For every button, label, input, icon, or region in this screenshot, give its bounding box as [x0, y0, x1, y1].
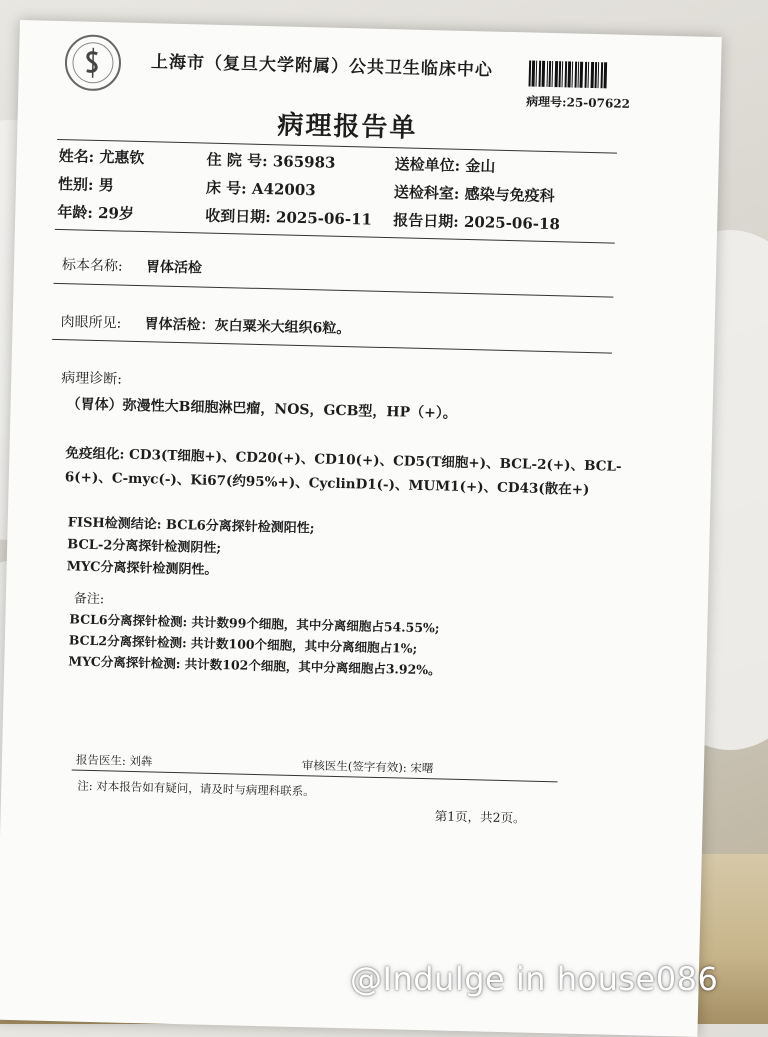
note-line-myc: MYC分离探针检测: 共计数102个细胞，其中分离细胞占3.92%。 [68, 653, 441, 678]
institution-name: 上海市（复旦大学附属）公共卫生临床中心 [150, 52, 494, 81]
note-line-bcl2: BCL2分离探针检测: 共计数100个细胞，其中分离细胞占1%; [68, 632, 418, 656]
sending-unit: 送检单位: 金山 [394, 155, 496, 176]
divider [52, 339, 612, 354]
diagnosis-label: 病理诊断: [61, 370, 123, 388]
page-number: 第1页，共2页。 [434, 808, 526, 826]
reporting-doctor: 报告医生: 刘犇 [75, 752, 153, 769]
fish-line-3: MYC分离探针检测阴性。 [66, 559, 218, 578]
ihc-line-2: 6(+)、C-myc(-)、Ki67(约95%+)、CyclinD1(-)、MUM1(+)、CD43(散在+) [64, 469, 590, 499]
patient-age: 年龄: 29岁 [57, 202, 135, 223]
report-paper [0, 20, 722, 1037]
diagnosis-text: （胃体）弥漫性大B细胞淋巴瘤，NOS，GCB型，HP（+）。 [66, 396, 458, 422]
sending-department: 送检科室: 感染与免疫科 [393, 183, 555, 206]
hospital-logo [63, 33, 122, 92]
watermark-text: @Indulge in house086 [350, 960, 719, 998]
patient-gender: 性别: 男 [57, 174, 114, 195]
reviewing-doctor: 审核医生(签字有效): 宋曙 [301, 758, 434, 776]
divider [54, 283, 614, 298]
ward-number: 住 院 号: 365983 [206, 150, 336, 172]
note-line-bcl6: BCL6分离探针检测: 共计数99个细胞，其中分离细胞占54.55%; [69, 611, 440, 636]
footer-note: 注: 对本报告如有疑问，请及时与病理科联系。 [77, 778, 315, 799]
notes-label: 备注: [73, 591, 105, 608]
received-date: 收到日期: 2025-06-11 [205, 206, 373, 229]
bed-number: 床 号: A42003 [205, 178, 316, 200]
gross-value: 胃体活检：灰白粟米大组织6粒。 [144, 316, 351, 338]
specimen-label: 标本名称: [61, 257, 123, 275]
specimen-value: 胃体活检 [145, 259, 203, 277]
ihc-line-1: 免疫组化: CD3(T细胞+)、CD20(+)、CD10(+)、CD5(T细胞+)、BCL-2(+)、BCL- [65, 445, 622, 475]
gross-label: 肉眼所见: [60, 314, 122, 332]
patient-name: 姓名: 尤惠钦 [58, 146, 145, 168]
fish-line-1: FISH检测结论: BCL6分离探针检测阳性; [67, 515, 315, 537]
pathology-number: 病理号:25-07622 [525, 94, 631, 111]
report-date: 报告日期: 2025-06-18 [393, 211, 561, 234]
report-title: 病理报告单 [277, 110, 418, 144]
fish-line-2: BCL-2分离探针检测阴性; [67, 537, 222, 557]
barcode [529, 60, 622, 88]
